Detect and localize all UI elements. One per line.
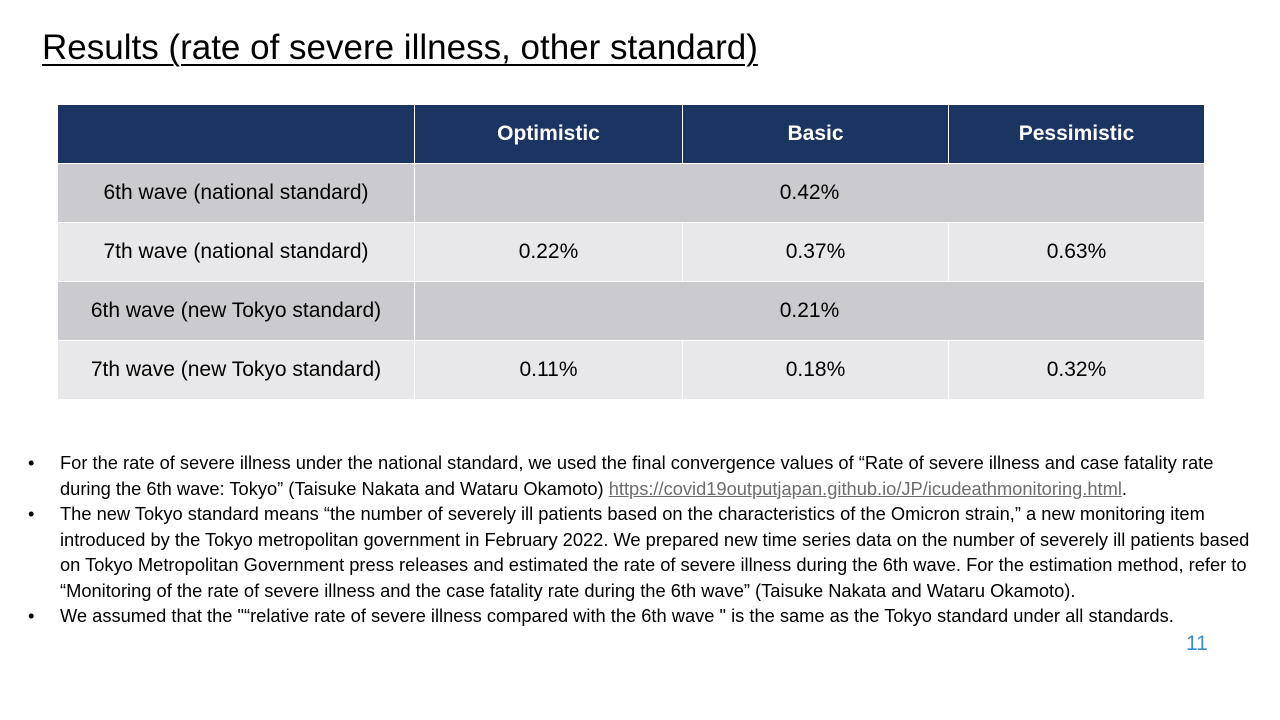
source-link[interactable]: https://covid19outputjapan.github.io/JP/icudeathmonitoring.html [608,477,1122,499]
note-item [28,450,1253,501]
table-header-row [58,105,1205,164]
bullet-icon: • [28,503,35,524]
page-number: 11 [1186,632,1208,655]
basic-value-cell: 0.18% [683,341,949,400]
merged-value-cell: 0.21% [415,282,1205,341]
note-item [28,501,1253,603]
row-label: 7th wave (national standard) [58,223,415,282]
table-row [58,223,1205,282]
results-table [57,104,1205,400]
pessimistic-value-cell: 0.63% [949,223,1205,282]
slide-title: Results (rate of severe illness, other standard) [42,28,758,67]
table-row [58,164,1205,223]
header-optimistic: Optimistic [415,105,683,164]
table-row [58,282,1205,341]
bullet-icon: • [28,452,35,473]
note-text-end: . [1121,477,1128,499]
optimistic-value-cell: 0.11% [415,341,683,400]
optimistic-value-cell: 0.22% [415,223,683,282]
notes-list [28,450,1253,629]
row-label: 6th wave (national standard) [58,164,415,223]
basic-value-cell: 0.37% [683,223,949,282]
bullet-icon: • [28,605,35,626]
header-basic: Basic [683,105,949,164]
note-text: The new Tokyo standard means “the number of severely ill patients based on the characteristics of the Omicron strain,” a new monitoring item introduced by the Tokyo metropolitan government in February 2022. We prepared new time series data on the number of severely ill patients based on Tokyo Metropolitan Government press releases and estimated the rate of severe illness during the 6th wave. For the estimation method, refer to “Monitoring of the rate of severe illness and the case fatality rate during the 6th wave” (Taisuke Nakata and Wataru Okamoto). [60,503,1250,601]
note-text: For the rate of severe illness under the national standard, we used the final convergence values of “Rate of severe illness and case fatality rate during the 6th wave: Tokyo” (Taisuke Nakata and Wataru Okamoto) [60,452,1214,499]
pessimistic-value-cell: 0.32% [949,341,1205,400]
header-empty-cell [58,105,415,164]
row-label: 7th wave (new Tokyo standard) [58,341,415,400]
merged-value-cell: 0.42% [415,164,1205,223]
row-label: 6th wave (new Tokyo standard) [58,282,415,341]
header-pessimistic: Pessimistic [949,105,1205,164]
note-item [28,603,1253,629]
note-text: We assumed that the "“relative rate of severe illness compared with the 6th wave " is the same as the Tokyo standard under all standards. [60,605,1174,626]
table-row [58,341,1205,400]
